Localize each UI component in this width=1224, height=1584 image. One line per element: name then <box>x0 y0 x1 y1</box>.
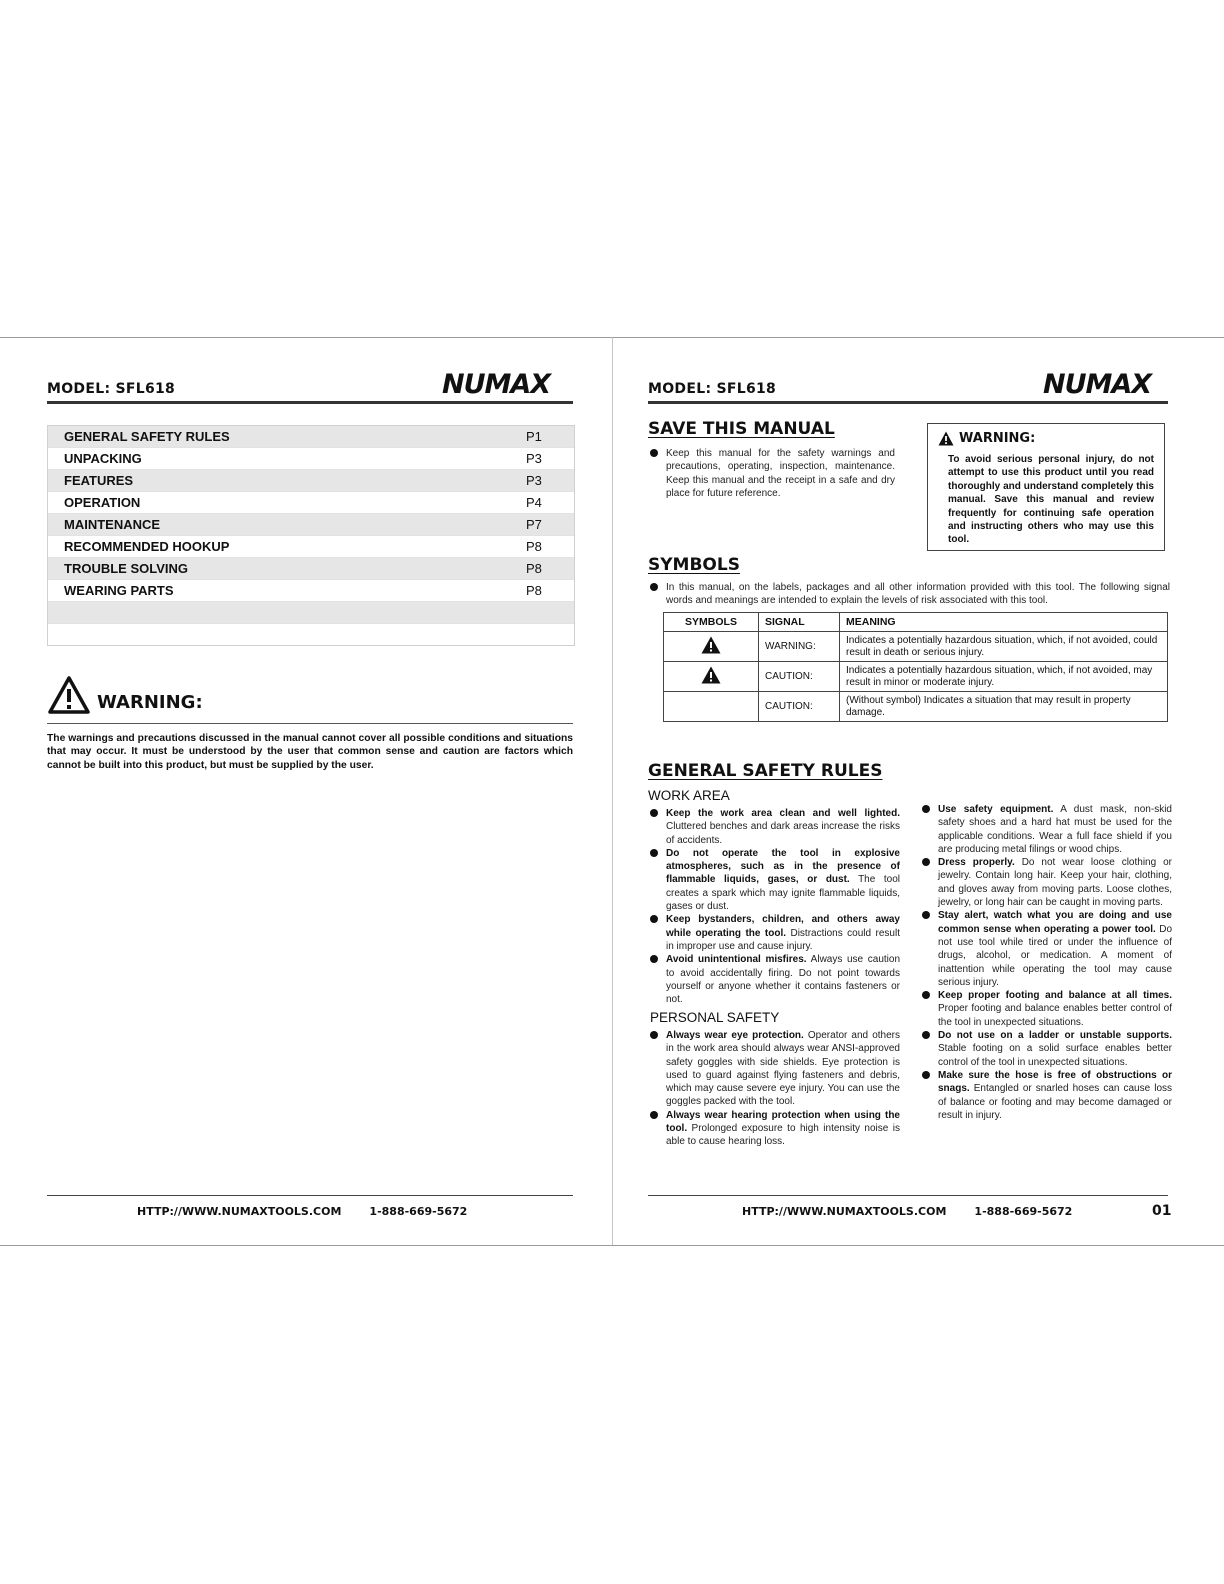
safety-rule-item <box>922 1029 1172 1069</box>
safety-rule-item <box>650 1109 900 1149</box>
toc-page-number: P4 <box>526 495 542 510</box>
toc-row <box>48 580 574 602</box>
toc-row <box>48 558 574 580</box>
rule-text: Operator and others in the work area should always wear ANSI-approved safety goggles with side shields. Eye protection is used to guard against flying fasteners and debris, which may cause severe eye injury. You can use the goggles packed with the tool. <box>666 1030 900 1108</box>
numax-logo <box>440 365 568 401</box>
numax-logo <box>1041 365 1169 401</box>
logo-text: NUMAX <box>1043 369 1152 400</box>
bullet-icon <box>650 449 658 457</box>
toc-label: TROUBLE SOLVING <box>64 561 188 576</box>
footer <box>742 1205 1072 1218</box>
footer-phone: 1-888-669-5672 <box>974 1205 1073 1218</box>
bullet-icon <box>650 1031 658 1039</box>
save-manual-title: SAVE THIS MANUAL <box>648 419 835 439</box>
warning-rule <box>47 723 573 724</box>
toc-label: WEARING PARTS <box>64 583 174 598</box>
rule-text: Do not wear loose clothing or jewelry. Contain long hair. Keep your hair, clothing, and gloves away from moving parts. Loose clothes, jewelry, or long hair can be caught in moving parts. <box>938 857 1173 909</box>
warning-heading <box>47 675 203 715</box>
bullet-icon <box>922 911 930 919</box>
save-manual-body <box>650 447 895 500</box>
signal-cell: WARNING: <box>759 632 840 662</box>
toc-page-number: P8 <box>526 583 542 598</box>
rule-heading: Do not use on a ladder or unstable supports. <box>938 1030 1172 1042</box>
rule-text: Distractions could result in improper use and cause injury. <box>666 927 900 952</box>
toc-label: OPERATION <box>64 495 141 510</box>
warning-triangle-icon <box>938 431 954 446</box>
symbols-intro: In this manual, on the labels, packages and all other information provided with this tool. The following signal words and meanings are intended to explain the levels of risk associated with this tool. <box>650 581 1170 608</box>
page-number: 01 <box>1152 1203 1172 1219</box>
table-of-contents <box>47 425 575 646</box>
toc-row <box>48 514 574 536</box>
warning-title: WARNING: <box>97 692 203 713</box>
meaning-cell: Indicates a potentially hazardous situation, which, if not avoided, could result in death or serious injury. <box>840 632 1168 662</box>
bullet-icon <box>650 1111 658 1119</box>
toc-row <box>48 492 574 514</box>
rule-heading: Dress properly. <box>938 857 1015 869</box>
symbols-table <box>663 612 1168 722</box>
toc-page-number: P3 <box>526 473 542 488</box>
footer <box>137 1205 467 1218</box>
toc-label: UNPACKING <box>64 451 142 466</box>
personal-safety-title: PERSONAL SAFETY <box>650 1010 780 1025</box>
footer-phone: 1-888-669-5672 <box>369 1205 468 1218</box>
rule-text: Prolonged exposure to high intensity noise is able to cause hearing loss. <box>666 1123 900 1148</box>
work-area-title: WORK AREA <box>648 788 730 803</box>
rule-text: Cluttered benches and dark areas increase the risks of accidents. <box>666 821 900 846</box>
rule-heading: Do not operate the tool in explosive atmospheres, such as in the presence of flammable liquids, gases, or dust. <box>666 847 900 886</box>
rule-heading: Make sure the hose is free of obstructions or snags. <box>938 1069 1172 1095</box>
bullet-icon <box>922 1031 930 1039</box>
footer-url: HTTP://WWW.NUMAXTOOLS.COM <box>742 1205 947 1218</box>
save-manual-text: Keep this manual for the safety warnings and precautions, operating, inspection, maintenance. Keep this manual and the receipt in a safe and dry place for future reference. <box>666 448 895 499</box>
personal-safety-list <box>650 1029 900 1149</box>
right-page <box>612 337 1224 1245</box>
rule-text: Entangled or snarled hoses can cause loss of balance or footing and may become damaged or result in injury. <box>938 1083 1172 1121</box>
left-page <box>0 337 612 1245</box>
safety-rule-item <box>650 953 900 1006</box>
bullet-icon <box>650 809 658 817</box>
bullet-icon <box>922 805 930 813</box>
toc-label: RECOMMENDED HOOKUP <box>64 539 230 554</box>
footer-rule <box>648 1195 1168 1196</box>
rule-text: Always use caution to avoid accidentally firing. Do not point towards yourself or anyone whether it contains fasteners or not. <box>666 954 900 1006</box>
toc-label: MAINTENANCE <box>64 517 161 532</box>
symbols-title: SYMBOLS <box>648 555 740 575</box>
toc-row <box>48 426 574 448</box>
rule-text: The tool creates a spark which may ignite flammable liquids, gases or dust. <box>666 874 900 913</box>
bullet-icon <box>650 849 658 857</box>
toc-row <box>48 602 574 624</box>
header-rule <box>648 401 1168 404</box>
symbol-cell <box>664 692 759 722</box>
table-row <box>664 632 1168 662</box>
bullet-icon <box>650 955 658 963</box>
toc-row <box>48 448 574 470</box>
rule-heading: Use safety equipment. <box>938 804 1054 815</box>
warning-box-text: To avoid serious personal injury, do not attempt to use this product until you read thoroughly and understand completely this manual. Save this manual and review frequently for continuing safe operation and instructing others who may use this tool. <box>948 454 1154 546</box>
safety-rule-item <box>650 1029 900 1109</box>
table-row <box>664 662 1168 692</box>
toc-page-number: P8 <box>526 561 542 576</box>
spread-bottom-border <box>0 1245 1224 1246</box>
symbol-cell <box>664 662 759 692</box>
toc-page-number: P3 <box>526 451 542 466</box>
general-safety-rules-title: GENERAL SAFETY RULES <box>648 761 883 781</box>
table-row <box>664 692 1168 722</box>
toc-row <box>48 624 574 645</box>
toc-page-number: P1 <box>526 429 542 444</box>
table-header: MEANING <box>840 613 1168 632</box>
toc-label: GENERAL SAFETY RULES <box>64 429 230 444</box>
rule-heading: Always wear eye protection. <box>666 1030 804 1041</box>
rule-heading: Keep proper footing and balance at all times. <box>938 990 1172 1002</box>
rule-text: A dust mask, non-skid safety shoes and a hard hat must be used for the applicable conditions. Wear a full face shield if you are producing metal filings or wood chips. <box>938 804 1172 855</box>
work-area-list <box>650 807 900 1006</box>
bullet-icon <box>650 915 658 923</box>
footer-rule <box>47 1195 573 1196</box>
table-header: SYMBOLS <box>664 613 759 632</box>
rule-heading: Always wear hearing protection when using the tool. <box>666 1109 900 1135</box>
rule-text: Proper footing and balance enables better control of the tool in unexpected situations. <box>938 1003 1172 1028</box>
safety-rule-item <box>650 807 900 847</box>
signal-cell: CAUTION: <box>759 662 840 692</box>
signal-cell: CAUTION: <box>759 692 840 722</box>
rule-heading: Stay alert, watch what you are doing and use common sense when operating a power tool. <box>938 910 1172 935</box>
symbol-cell <box>664 632 759 662</box>
safety-rules-right-column <box>922 803 1172 1122</box>
bullet-icon <box>922 1071 930 1079</box>
model-label: MODEL: SFL618 <box>47 381 176 397</box>
rule-heading: Keep bystanders, children, and others away while operating the tool. <box>666 914 900 939</box>
warning-box <box>927 423 1165 551</box>
toc-row <box>48 536 574 558</box>
bullet-icon <box>922 858 930 866</box>
toc-page-number: P8 <box>526 539 542 554</box>
toc-row <box>48 470 574 492</box>
warning-triangle-icon <box>47 675 91 715</box>
safety-rule-item <box>922 989 1172 1029</box>
header-rule <box>47 401 573 404</box>
rule-heading: Avoid unintentional misfires. <box>666 954 807 966</box>
bullet-icon <box>922 991 930 999</box>
rule-heading: Keep the work area clean and well lighted. <box>666 808 900 819</box>
meaning-cell: Indicates a potentially hazardous situation, which, if not avoided, may result in minor or moderate injury. <box>840 662 1168 692</box>
table-header: SIGNAL <box>759 613 840 632</box>
safety-rule-item <box>650 913 900 953</box>
safety-rule-item <box>922 909 1172 989</box>
warning-triangle-icon <box>701 636 721 654</box>
toc-page-number: P7 <box>526 517 542 532</box>
rule-text: Stable footing on a solid surface enables better control of the tool in unexpected situations. <box>938 1043 1172 1068</box>
model-label: MODEL: SFL618 <box>648 381 777 397</box>
toc-label: FEATURES <box>64 473 134 488</box>
safety-rule-item <box>922 856 1172 909</box>
safety-rule-item <box>650 847 900 913</box>
warning-box-title: WARNING: <box>938 431 1035 446</box>
bullet-icon <box>650 583 658 591</box>
safety-rule-item <box>922 803 1172 856</box>
rule-text: Do not use tool while tired or under the influence of drugs, alcohol, or medication. A moment of inattention while operating the tool may cause serious injury. <box>938 923 1173 988</box>
warning-text: The warnings and precautions discussed in the manual cannot cover all possible conditions and situations that may occur. It must be understood by the user that common sense and caution are factors which cannot be built into this product, but must be supplied by the user. <box>47 733 573 771</box>
meaning-cell: (Without symbol) Indicates a situation that may result in property damage. <box>840 692 1168 722</box>
logo-text: NUMAX <box>442 369 551 400</box>
safety-rule-item <box>922 1069 1172 1122</box>
footer-url: HTTP://WWW.NUMAXTOOLS.COM <box>137 1205 342 1218</box>
warning-triangle-icon <box>701 666 721 684</box>
